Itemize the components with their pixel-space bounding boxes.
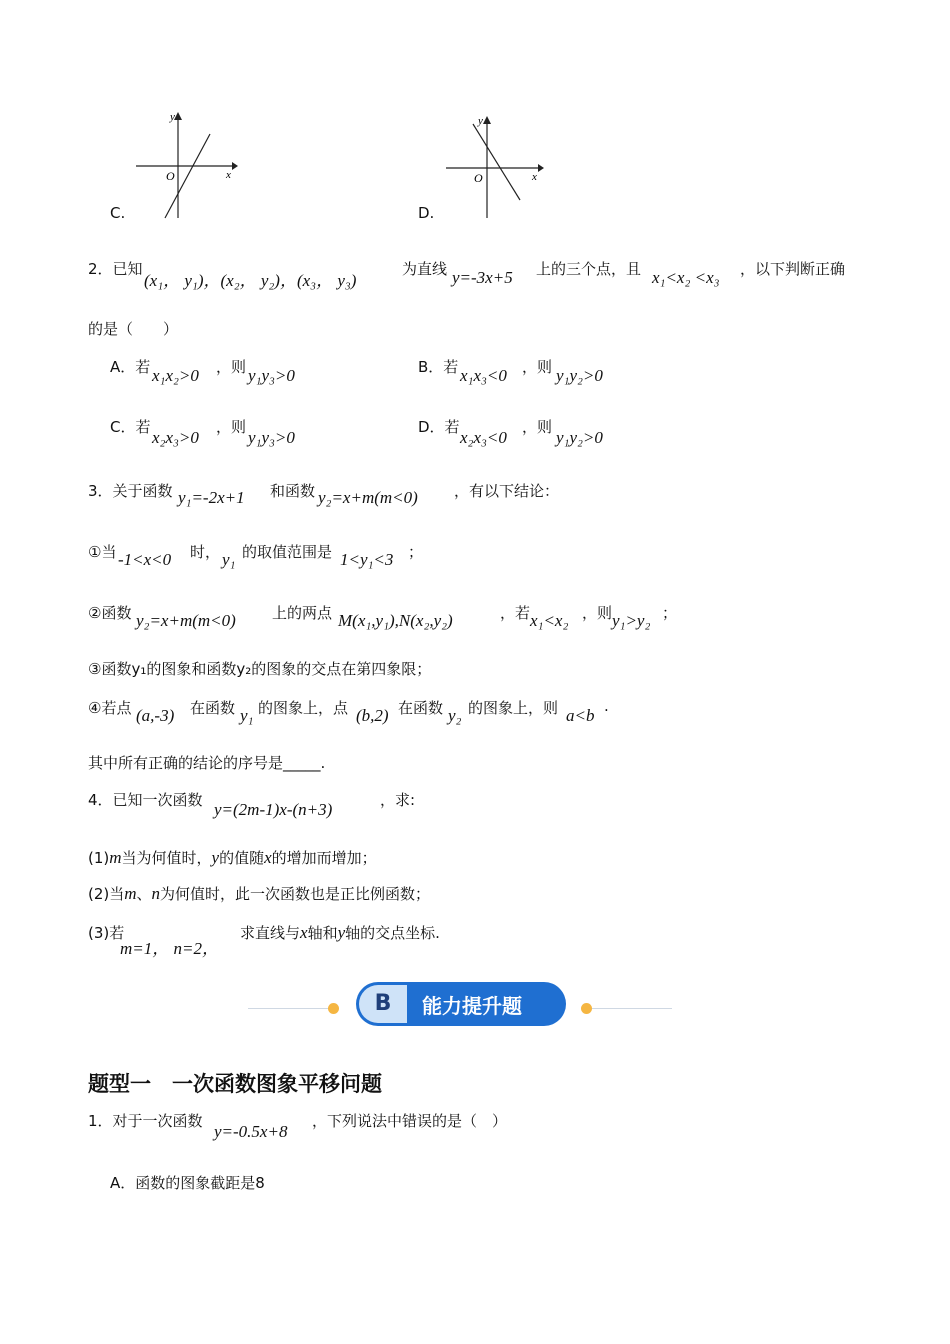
q2-option-a-res: y₁y₃>0 bbox=[248, 366, 295, 385]
q4-part1-a: (1) bbox=[88, 849, 110, 867]
q3-s1-y: y₁ bbox=[222, 550, 236, 569]
q3-s4-p1: (a,-3) bbox=[136, 706, 175, 725]
q2-option-d-label: D．若 bbox=[418, 418, 460, 436]
q3-s2-f: y₂=x+m(m<0) bbox=[136, 611, 236, 630]
q2-option-b-cond: x₁x₃<0 bbox=[460, 366, 507, 385]
q4-part3-a: (3)若 bbox=[88, 924, 125, 942]
q3-s2-c: ，若 bbox=[500, 604, 531, 622]
q4-part2-a: (2)当 bbox=[88, 885, 125, 903]
banner-pill bbox=[356, 982, 566, 1026]
q4-part3-values: m=1， n=2， bbox=[120, 939, 219, 958]
q3-f2: y₂=x+m(m<0) bbox=[318, 488, 418, 507]
q3-ask: 其中所有正确的结论的序号是_____. bbox=[88, 754, 326, 772]
q2-option-a-cond: x₁x₂>0 bbox=[152, 366, 199, 385]
q3-s1-b: 时， bbox=[190, 543, 221, 561]
q4-number: 4．已知一次函数 bbox=[88, 791, 203, 809]
q4-part3-rest bbox=[240, 922, 440, 943]
q4-part1-c: 的值随 bbox=[219, 849, 265, 867]
sq1-tail: ，下列说法中错误的是（ ） bbox=[312, 1112, 508, 1130]
q3-s2-res: y₁>y₂ bbox=[612, 611, 651, 630]
q4-part3-c: 轴和 bbox=[307, 924, 338, 942]
q4-part1-y: y bbox=[211, 848, 220, 867]
graph-d-origin: O bbox=[474, 171, 483, 185]
q3-s3: ③函数y₁的图象和函数y₂的图象的交点在第四象限； bbox=[88, 660, 432, 678]
q4-part1 bbox=[88, 847, 377, 868]
banner-line-left bbox=[248, 1008, 328, 1009]
q3-f1: y₁=-2x+1 bbox=[178, 488, 245, 507]
q2-option-d-res: y₁y₂>0 bbox=[556, 428, 603, 447]
q2-number: 2．已知 bbox=[88, 260, 143, 278]
q2-option-b-label: B．若 bbox=[418, 358, 459, 376]
q4-part3-y: y bbox=[337, 923, 346, 942]
q2-option-a-label: A．若 bbox=[110, 358, 151, 376]
choice-c-label: C. bbox=[110, 204, 126, 222]
q3-s2-cond: x₁<x₂ bbox=[530, 611, 569, 630]
banner-line-right bbox=[592, 1008, 672, 1009]
graph-d-x-label: x bbox=[532, 171, 537, 183]
q3-s4-b: 在函数 bbox=[190, 699, 236, 717]
q3-s1-cond: -1<x<0 bbox=[118, 550, 172, 569]
q4-part2 bbox=[88, 883, 430, 904]
q3-and: 和函数 bbox=[270, 482, 316, 500]
q3-tail: ，有以下结论： bbox=[454, 482, 560, 500]
q4-part1-d: 的增加而增加； bbox=[271, 849, 377, 867]
q4-part2-m: m bbox=[124, 884, 137, 903]
q2-condition: x₁<x₂ <x₃ bbox=[652, 268, 720, 287]
q3-s1-range: 1<y₁<3 bbox=[340, 550, 394, 569]
q2-line2: 的是（ ） bbox=[88, 320, 179, 338]
q4-part2-n: n bbox=[151, 884, 161, 903]
q4-part3-d: 轴的交点坐标. bbox=[345, 924, 440, 942]
banner-dot-left bbox=[328, 1003, 339, 1014]
section-title: 题型一 一次函数图象平移问题 bbox=[88, 1072, 382, 1096]
q3-s1-a: ①当 bbox=[88, 543, 117, 561]
q3-s1-end: ； bbox=[408, 543, 424, 561]
banner-letter: B bbox=[359, 985, 407, 1023]
q2-option-c-then: ，则 bbox=[216, 418, 247, 436]
q2-tail2: ，以下判断正确 bbox=[740, 260, 846, 278]
sq1-function: y=-0.5x+8 bbox=[214, 1122, 288, 1141]
q2-option-a-then: ，则 bbox=[216, 358, 247, 376]
q3-s2-points: M(x₁,y₁),N(x₂,y₂) bbox=[338, 611, 453, 630]
q2-points: (x₁， y₁)，(x₂， y₂)，(x₃， y₃) bbox=[144, 271, 357, 290]
q2-line-eq: y=-3x+5 bbox=[452, 268, 513, 287]
choice-d-label: D. bbox=[418, 204, 435, 222]
q3-s4-end: . bbox=[604, 697, 609, 715]
q3-s1-c: 的取值范围是 bbox=[242, 543, 333, 561]
graph-c-x-label: x bbox=[226, 169, 231, 181]
q3-number: 3．关于函数 bbox=[88, 482, 173, 500]
q4-part3-x: x bbox=[300, 923, 308, 942]
q3-s4-a: ④若点 bbox=[88, 699, 132, 717]
graph-d-y-label: y bbox=[478, 115, 483, 127]
q2-option-d-cond: x₂x₃<0 bbox=[460, 428, 507, 447]
q4-function: y=(2m-1)x-(n+3) bbox=[214, 800, 333, 819]
q2-option-b-res: y₁y₂>0 bbox=[556, 366, 603, 385]
q3-s2-a: ②函数 bbox=[88, 604, 132, 622]
sq1-number: 1．对于一次函数 bbox=[88, 1112, 203, 1130]
q4-part2-c: 为何值时，此一次函数也是正比例函数； bbox=[160, 885, 431, 903]
q4-part3-b: 求直线与 bbox=[240, 924, 301, 942]
q4-tail: ，求: bbox=[380, 791, 416, 809]
q2-option-a bbox=[110, 356, 150, 377]
q4-part1-x: x bbox=[264, 848, 272, 867]
banner-title: 能力提升题 bbox=[422, 994, 522, 1018]
q2-option-c-label: C．若 bbox=[110, 418, 151, 436]
q2-mid: 为直线 bbox=[402, 260, 448, 278]
q3-s4-y1: y₁ bbox=[240, 706, 254, 725]
q3-s2-b: 上的两点 bbox=[272, 604, 333, 622]
q2-tail: 上的三个点，且 bbox=[536, 260, 642, 278]
q3-s4-e: 的图象上，则 bbox=[468, 699, 559, 717]
q3-s4-res: a<b bbox=[566, 706, 595, 725]
graph-c-y-label: y bbox=[170, 111, 175, 123]
q4-part1-b: 当为何值时， bbox=[121, 849, 212, 867]
q3-s2-d: ，则 bbox=[582, 604, 613, 622]
q3-s4-p2: (b,2) bbox=[356, 706, 389, 725]
q3-s4-d: 在函数 bbox=[398, 699, 444, 717]
q4-part1-m: m bbox=[109, 848, 122, 867]
q4-part2-b: 、 bbox=[136, 885, 152, 903]
graph-c-origin: O bbox=[166, 169, 175, 183]
q2-option-d-then: ，则 bbox=[522, 418, 553, 436]
q2-option-c-res: y₁y₃>0 bbox=[248, 428, 295, 447]
sq1-option-a: A．函数的图象截距是8 bbox=[110, 1174, 265, 1192]
q3-s2-end: ； bbox=[662, 604, 678, 622]
q2-option-b-then: ，则 bbox=[522, 358, 553, 376]
graph-c bbox=[130, 108, 240, 220]
q3-s4-c: 的图象上，点 bbox=[258, 699, 349, 717]
graph-d bbox=[440, 108, 550, 220]
q2-option-c-cond: x₂x₃>0 bbox=[152, 428, 199, 447]
banner-dot-right bbox=[581, 1003, 592, 1014]
q3-s4-y2: y₂ bbox=[448, 706, 462, 725]
